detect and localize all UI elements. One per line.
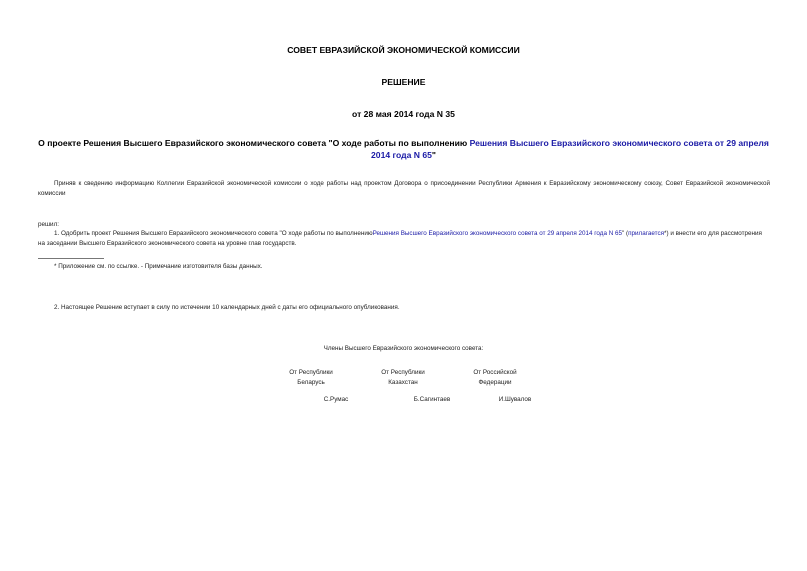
- signature-name: С.Румас: [323, 396, 349, 403]
- footnote-marker: *: [664, 230, 667, 237]
- organization-heading: СОВЕТ ЕВРАЗИЙСКОЙ ЭКОНОМИЧЕСКОЙ КОМИССИИ: [287, 45, 520, 55]
- subject-decision-link[interactable]: Решения Высшего Евразийского экономического совета от 29 апреля 2014 года N 65: [371, 138, 769, 160]
- subject-suffix: ": [431, 150, 436, 160]
- item-2-paragraph: 2. Настоящее Решение вступает в силу по истечении 10 календарных дней с даты его официального опубликования.: [54, 304, 400, 311]
- footnote-divider: [38, 258, 104, 259]
- signature-name: И.Шувалов: [498, 396, 532, 403]
- signatory-line2: Беларусь: [297, 379, 325, 386]
- signatory-line1: От Республики: [381, 369, 425, 376]
- signatory-kazakhstan: [358, 368, 448, 388]
- resolved-label: решил:: [38, 221, 59, 228]
- item-1-suffix: ) и внести его для рассмотрения на заседании Высшего Евразийского экономического совета на уровне глав государств.: [38, 230, 762, 247]
- intro-paragraph: Приняв к сведению информацию Коллегии Евразийской экономической комиссии о ходе работы над проектом Договора о присоединении Республики Армения к Евразийскому экономическому союзу, Совет Евразийской экономической комиссии: [38, 180, 770, 197]
- subject-heading: [30, 137, 777, 161]
- footnote-text: * Приложение см. по ссылке. - Примечание изготовителя базы данных.: [54, 263, 263, 270]
- signatory-russia: [450, 368, 540, 388]
- item-1-prefix: 1. Одобрить проект Решения Высшего Евразийского экономического совета "О ходе работы по выполнению: [54, 230, 373, 237]
- document-type-heading: РЕШЕНИЕ: [381, 77, 426, 87]
- date-number-heading: от 28 мая 2014 года N 35: [352, 109, 455, 119]
- attached-link[interactable]: прилагается: [628, 230, 665, 237]
- signatory-belarus: [266, 368, 356, 388]
- item-1-paragraph: [38, 229, 770, 249]
- members-title: Члены Высшего Евразийского экономического совета:: [323, 345, 484, 352]
- item-1-mid: " (: [622, 230, 629, 237]
- subject-prefix: О проекте Решения Высшего Евразийского экономического совета "О ходе работы по выполнению: [38, 138, 470, 148]
- item-1-decision-link[interactable]: Решения Высшего Евразийского экономического совета от 29 апреля 2014 года N 65: [372, 230, 623, 237]
- signature-name: Б.Сагинтаев: [413, 396, 451, 403]
- signatory-line2: Федерации: [478, 379, 512, 386]
- signatory-line1: От Республики: [289, 369, 333, 376]
- signatory-line2: Казахстан: [388, 379, 418, 386]
- signatory-line1: От Российской: [473, 369, 517, 376]
